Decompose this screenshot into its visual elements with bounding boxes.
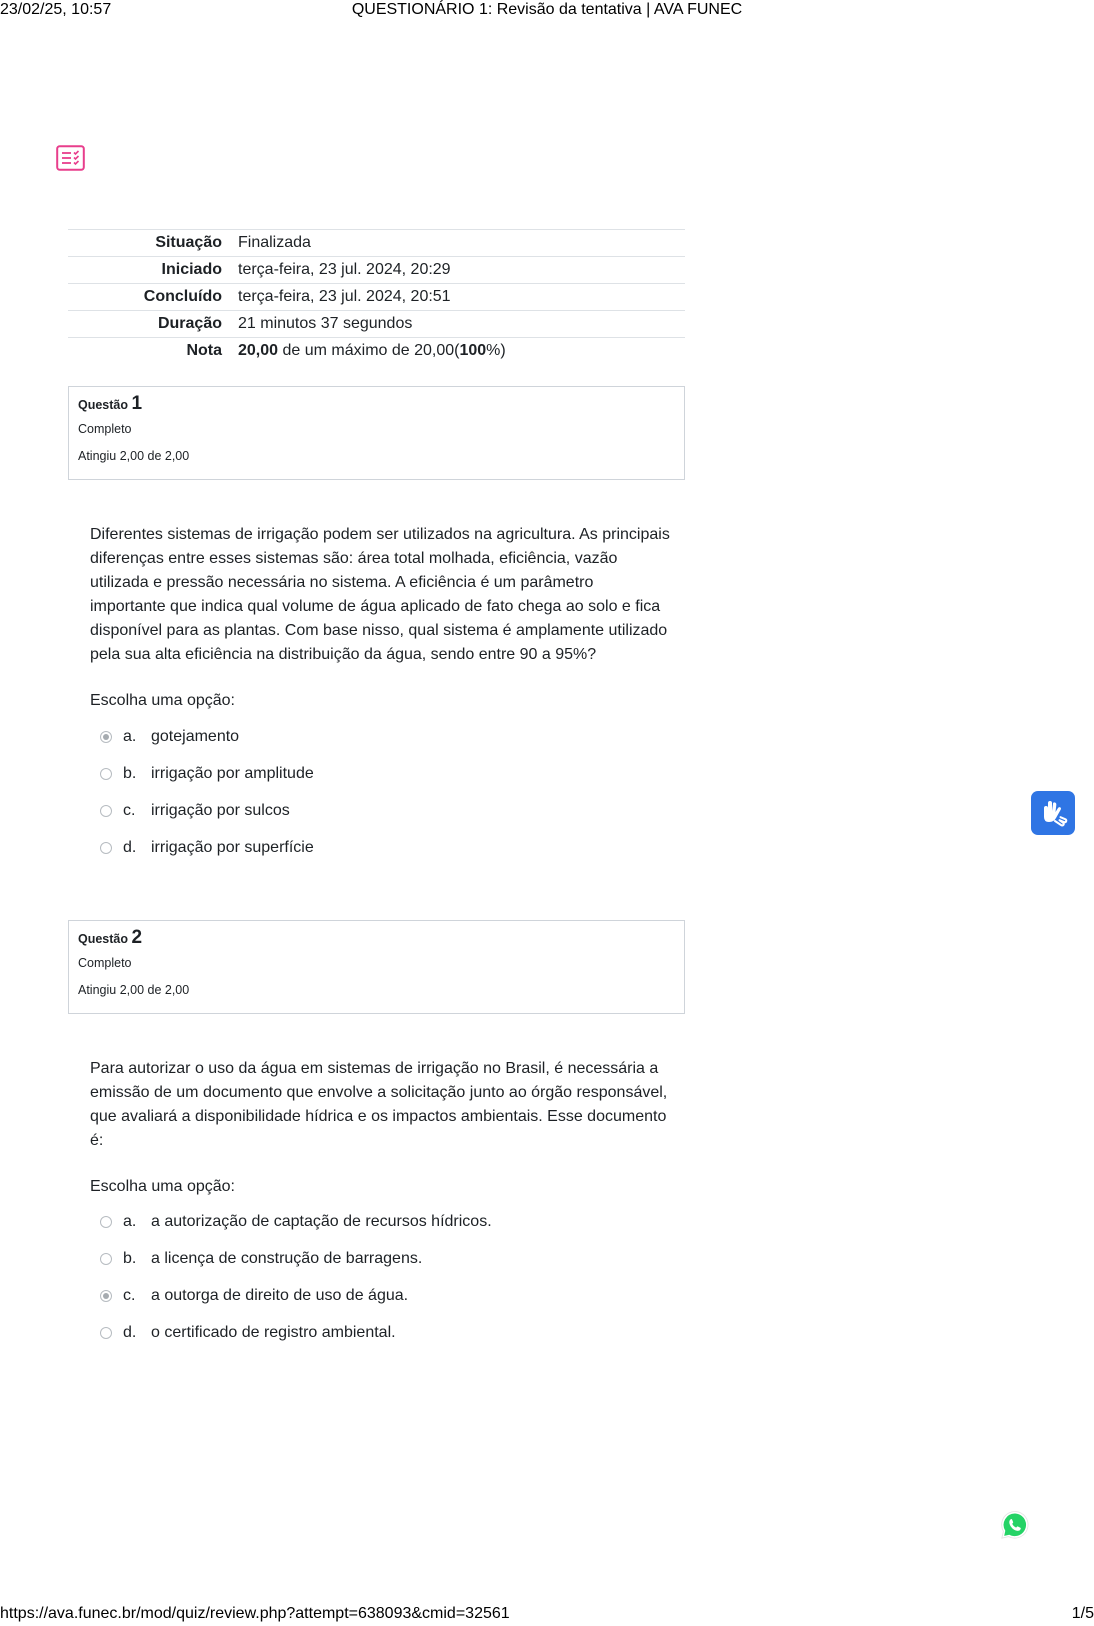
- radio-button[interactable]: [100, 805, 112, 817]
- question-number-value: 2: [131, 927, 143, 948]
- answer-prompt-2: Escolha uma opção:: [90, 1178, 235, 1195]
- summary-label: Duração: [157, 315, 222, 332]
- radio-button[interactable]: [100, 768, 112, 780]
- summary-value: 21 minutos 37 segundos: [238, 315, 413, 332]
- answer-letter: d.: [123, 839, 137, 856]
- radio-button[interactable]: [100, 1253, 112, 1265]
- question-label: Questão: [78, 932, 129, 946]
- summary-row-concluido: [68, 284, 685, 311]
- question-grade: Atingiu 2,00 de 2,00: [78, 983, 190, 997]
- print-page-number: 1/5: [1071, 1605, 1094, 1622]
- attempt-summary-table: [68, 229, 685, 364]
- question-text-2: Para autorizar o uso da água em sistemas de irrigação no Brasil, é necessária a emissão de um documento que envolve a solicitação junto ao órgão responsável, que avaliará a disponibilidade hídrica e os impactos ambientais. Esse documento é:: [90, 1060, 668, 1149]
- radio-button-checked[interactable]: [100, 1290, 112, 1302]
- question-number: [78, 393, 675, 416]
- vlibras-accessibility-button[interactable]: [1031, 791, 1075, 835]
- answer-letter: a.: [123, 728, 137, 745]
- radio-button[interactable]: [100, 1216, 112, 1228]
- summary-label: Nota: [186, 342, 222, 359]
- whatsapp-icon[interactable]: [999, 1509, 1031, 1541]
- answer-label: irrigação por superfície: [151, 839, 314, 856]
- grade-score: 20,00: [238, 342, 279, 359]
- question-number: [78, 927, 675, 950]
- summary-value: terça-feira, 23 jul. 2024, 20:51: [238, 288, 451, 305]
- answer-letter: c.: [123, 1287, 136, 1304]
- question-label: Questão: [78, 398, 129, 412]
- print-header: [0, 0, 1094, 22]
- summary-label: Situação: [155, 234, 222, 251]
- answer-prompt-1: Escolha uma opção:: [90, 692, 235, 709]
- radio-button-checked[interactable]: [100, 731, 112, 743]
- answer-label: o certificado de registro ambiental.: [151, 1324, 396, 1341]
- quiz-list-icon: [56, 145, 85, 171]
- grade-value: [238, 338, 685, 365]
- grade-end: %): [486, 342, 506, 359]
- summary-row-nota: [68, 338, 685, 365]
- answer-letter: d.: [123, 1324, 137, 1341]
- question-state: Completo: [78, 956, 132, 970]
- answer-letter: b.: [123, 765, 137, 782]
- grade-percent: 100: [459, 342, 487, 359]
- question-number-value: 1: [131, 393, 143, 414]
- print-datetime: 23/02/25, 10:57: [0, 1, 112, 18]
- grade-middle: de um máximo de 20,00(: [278, 342, 460, 359]
- summary-value: Finalizada: [238, 234, 311, 251]
- summary-row-iniciado: [68, 257, 685, 284]
- summary-row-duracao: [68, 311, 685, 338]
- answer-letter: b.: [123, 1250, 137, 1267]
- summary-row-situacao: [68, 230, 685, 257]
- answer-label: irrigação por sulcos: [151, 802, 290, 819]
- answer-label: a licença de construção de barragens.: [151, 1250, 423, 1267]
- summary-value: terça-feira, 23 jul. 2024, 20:29: [238, 261, 451, 278]
- answer-letter: a.: [123, 1213, 137, 1230]
- print-footer: [0, 1604, 1094, 1626]
- print-url: https://ava.funec.br/mod/quiz/review.php?attempt=638093&cmid=32561: [0, 1605, 510, 1622]
- question-info-1: [68, 386, 685, 480]
- answer-label: a outorga de direito de uso de água.: [151, 1287, 409, 1304]
- question-text-1: Diferentes sistemas de irrigação podem ser utilizados na agricultura. As principais diferenças entre esses sistemas são: área total molhada, eficiência, vazão utilizada e pressão necessária no sistema. A eficiência é um parâmetro importante que indica qual volume de água aplicado de fato chega ao solo e fica disponível para as plantas. Com base nisso, qual sistema é amplamente utilizado pela sua alta eficiência na distribuição da água, sendo entre 90 a 95%?: [90, 526, 670, 663]
- question-grade: Atingiu 2,00 de 2,00: [78, 449, 190, 463]
- print-page-title: QUESTIONÁRIO 1: Revisão da tentativa | AVA FUNEC: [351, 1, 743, 18]
- vlibras-hands-icon: [1031, 791, 1075, 835]
- summary-label: Concluído: [143, 288, 222, 305]
- answer-letter: c.: [123, 802, 136, 819]
- question-state: Completo: [78, 422, 132, 436]
- answer-label: irrigação por amplitude: [151, 765, 314, 782]
- radio-button[interactable]: [100, 1327, 112, 1339]
- question-info-2: [68, 920, 685, 1014]
- answer-label: a autorização de captação de recursos hídricos.: [151, 1213, 492, 1230]
- answer-label: gotejamento: [151, 728, 240, 745]
- radio-button[interactable]: [100, 842, 112, 854]
- summary-label: Iniciado: [161, 261, 222, 278]
